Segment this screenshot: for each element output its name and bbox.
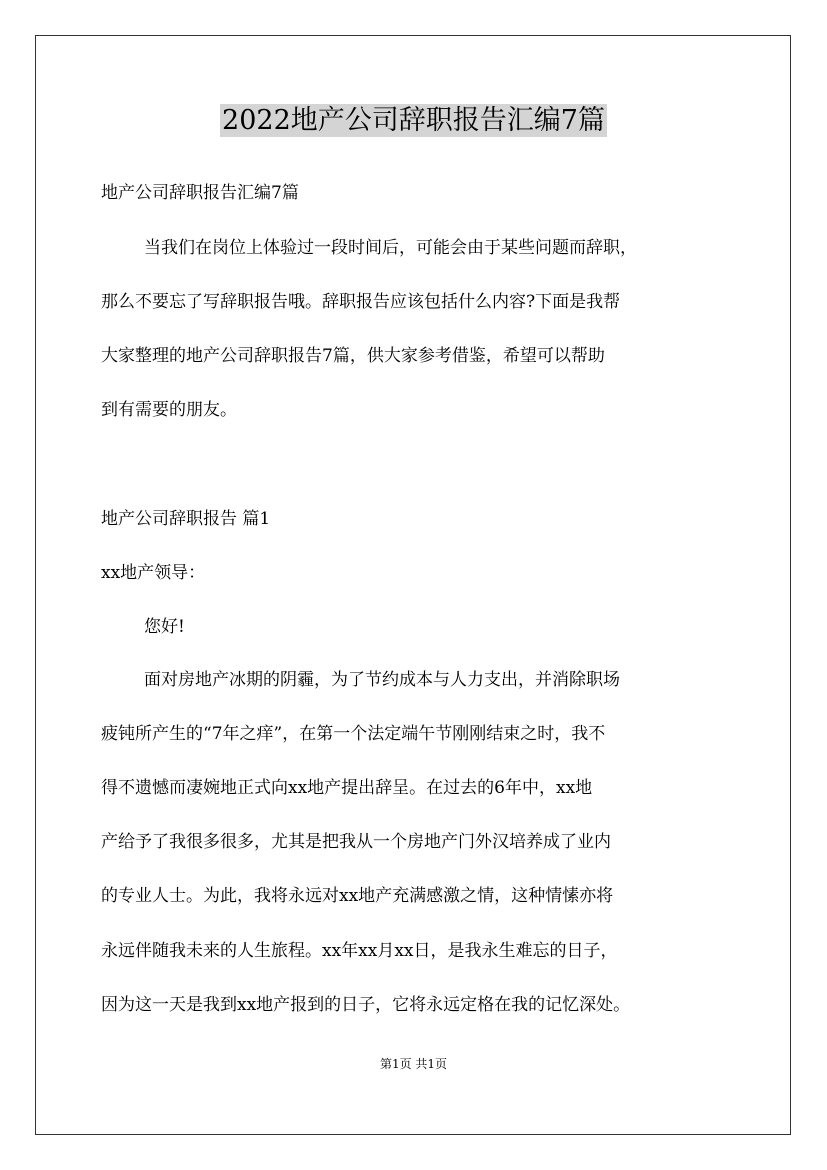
document-title xyxy=(0,101,827,141)
document-title-text: 2022地产公司辞职报告汇编7篇 xyxy=(222,105,605,136)
body-line-7: 因为这一天是我到xx地产报到的日子，它将永远定格在我的记忆深处。 xyxy=(101,995,631,1015)
page-footer: 第1页 共1页 xyxy=(379,1057,448,1071)
body-line-4: 产给予了我很多很多，尤其是把我从一个房地产门外汉培养成了业内 xyxy=(101,832,611,852)
intro-line-2: 那么不要忘了写辞职报告哦。辞职报告应该包括什么内容?下面是我帮 xyxy=(101,292,621,312)
greeting: 您好! xyxy=(144,617,185,637)
body-line-3: 得不遗憾而凄婉地正式向xx地产提出辞呈。在过去的6年中，xx地 xyxy=(101,778,593,798)
body-line-1: 面对房地产冰期的阴霾，为了节约成本与人力支出，并消除职场 xyxy=(144,670,620,690)
intro-line-3: 大家整理的地产公司辞职报告7篇，供大家参考借鉴，希望可以帮助 xyxy=(101,346,605,366)
intro-line-1: 当我们在岗位上体验过一段时间后，可能会由于某些问题而辞职， xyxy=(144,238,637,258)
body-line-6: 永远伴随我未来的人生旅程。xx年xx月xx日，是我永生难忘的日子， xyxy=(101,941,618,961)
section-heading: 地产公司辞职报告 篇1 xyxy=(101,509,271,529)
body-line-2: 疲钝所产生的“7年之痒”，在第一个法定端午节刚刚结束之时，我不 xyxy=(101,724,606,744)
document-subtitle: 地产公司辞职报告汇编7篇 xyxy=(101,183,299,203)
intro-line-4: 到有需要的朋友。 xyxy=(101,400,237,420)
body-line-5: 的专业人士。为此，我将永远对xx地产充满感激之情，这种情愫亦将 xyxy=(101,886,614,906)
salutation: xx地产领导： xyxy=(101,563,206,583)
